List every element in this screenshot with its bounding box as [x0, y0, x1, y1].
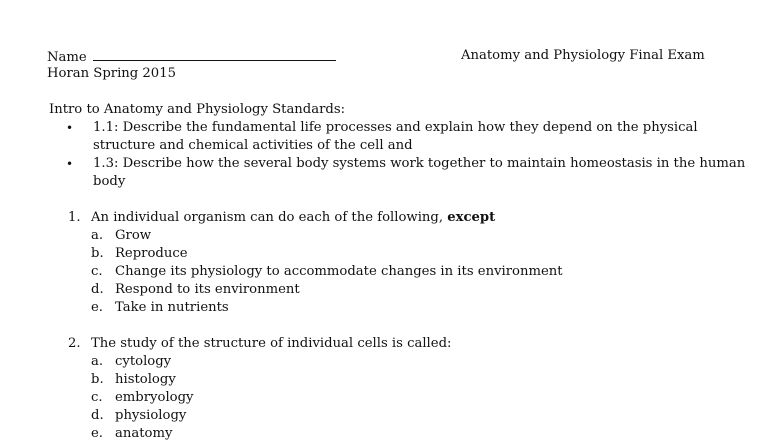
question-number: 2. [68, 336, 81, 351]
choice-letter: d. [91, 408, 104, 423]
answer-choices [68, 353, 748, 443]
choice-text: embryology [115, 390, 194, 405]
answer-choice [68, 371, 748, 389]
standard-item [62, 119, 762, 155]
choice-text: Grow [115, 228, 152, 243]
choice-text: Reproduce [115, 246, 188, 261]
answer-choices [68, 227, 748, 317]
choice-letter: e. [91, 426, 103, 441]
answer-choice [68, 245, 748, 263]
answer-choice [68, 227, 748, 245]
course-line: Horan Spring 2015 [47, 66, 176, 81]
bullet-icon: • [66, 157, 74, 171]
answer-choice [68, 299, 748, 317]
answer-choice [68, 353, 748, 371]
choice-letter: b. [91, 372, 104, 387]
choice-letter: c. [91, 390, 103, 405]
answer-choice [68, 407, 748, 425]
exam-title: Anatomy and Physiology Final Exam [461, 48, 705, 63]
choice-letter: a. [91, 228, 104, 243]
choice-letter: a. [91, 354, 104, 369]
question-text: An individual organism can do each of the following, [91, 210, 448, 225]
standard-text: 1.1: Describe the fundamental life processes and explain how they depend on the physical structure and chemical activities of the cell and [93, 120, 698, 153]
name-field [47, 47, 336, 67]
choice-text: Take in nutrients [115, 300, 229, 315]
question-number: 1. [68, 210, 81, 225]
name-label: Name [47, 50, 87, 65]
standards-heading: Intro to Anatomy and Physiology Standards: [49, 102, 346, 117]
question-text: The study of the structure of individual cells is called: [91, 336, 452, 351]
answer-choice [68, 425, 748, 443]
question-1 [68, 209, 748, 317]
choice-text: Respond to its environment [115, 282, 300, 297]
choice-text: Change its physiology to accommodate changes in its environment [115, 264, 563, 279]
choice-letter: c. [91, 264, 103, 279]
question-2 [68, 335, 748, 443]
question-stem [68, 335, 748, 353]
question-emphasis: except [447, 210, 496, 225]
answer-choice [68, 263, 748, 281]
choice-text: physiology [115, 408, 187, 423]
choice-text: anatomy [115, 426, 173, 441]
answer-choice [68, 389, 748, 407]
choice-text: histology [115, 372, 176, 387]
question-stem [68, 209, 748, 227]
standard-text: 1.3: Describe how the several body systems work together to maintain homeostasis in the human body [93, 156, 746, 189]
standard-item [62, 155, 762, 191]
name-blank-line [93, 47, 336, 61]
choice-letter: b. [91, 246, 104, 261]
choice-text: cytology [115, 354, 172, 369]
choice-letter: e. [91, 300, 103, 315]
choice-letter: d. [91, 282, 104, 297]
answer-choice [68, 281, 748, 299]
bullet-icon: • [66, 121, 74, 135]
standards-list [62, 119, 762, 191]
